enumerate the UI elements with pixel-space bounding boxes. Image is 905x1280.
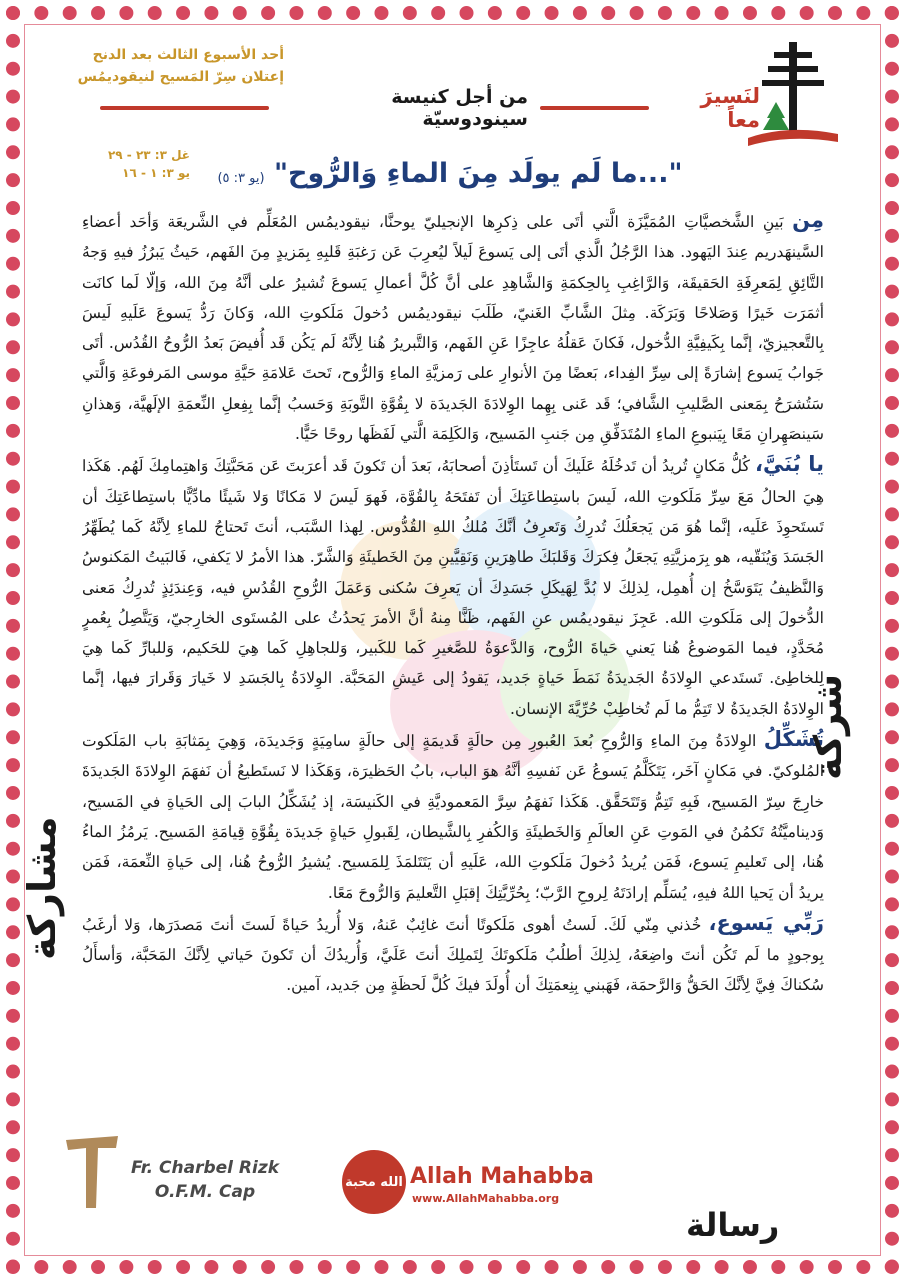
title-text: "...ما لَم يولَد مِنَ الماءِ وَالرُّوح" <box>273 158 683 189</box>
ref-line-1: غل ٣: ٢٣ - ٢٩ <box>107 148 190 162</box>
paragraph-text: كُلُّ مَكانٍ تُريدُ أن تَدخُلَهُ عَلَيكَ أن تَستَأذِنَ أصحابَهُ، بَعدَ أن تَكونَ قَد أعرَبتَ عَن مَحَبَّتِكَ وَاهتِمامِكَ لَهُم. هَكَذا هِيَ الحالُ مَعَ سِرِّ مَلَكوتِ الله، لَيسَ باستِطاعَتِكَ أن تَفتَحَهُ بِالقُوَّة، فَهوَ لَيسَ لا مَكانًا وَلا شَيئًا مادِّيًّا باستِطاعَتِكَ أن تَستَحوِذَ عَلَيه، إنَّما هُوَ مَن يَجعَلُكَ تُدرِكُ وَتَعرِفُ أنَّكَ مُلكُ اللهِ القُدُّوس. لِهذا السَّبَب، أنتَ تَحتاجُ للماءِ لِأنَّهُ كَما يُطَهِّرُ الجَسَدَ وَيُنَقّيه، هو بِرَمزيَّتِهِ يَجعَلُ فِكرَكَ وَقَلبَكَ طاهِرَينِ وَنَقِيَّينِ مِنَ الخَطيئَةِ وَالشَّرّ. هذا الأمرُ لا يَكفي، فَالبَيتُ المَكنوسُ وَالنَّظيفُ يَتَوَسَّخُ إن أُهمِل، لِذلِكَ لا بُدَّ لِهَيكَلِ جَسَدِكَ أن يَعرِفَ سُكنى وَعَمَلَ الرُّوحِ القُدُسِ فيه، وَعِندَئِذٍ تُدرِكُ مَعنى الدُّخولَ إلى مَلَكوتِ الله. عَجِزَ نيقوديمُس عنِ الفَهم، ظَنًّا مِنهُ أنَّ الأمرَ يَحدُثُ على المُستَوى الخارِجيّ، وَيَتَّصِلُ بِعُمرٍ مُحَدَّدٍ، فيما المَوضوعُ هُنا يَعني حَياةَ الرُّوح، وَالدَّعوَةُ للصَّغيرِ كَما للكَبير، وَللجاهِلِ كَما هِيَ للحَكيم، وَللبارِّ كَما هِيَ لِلخاطِئ. تَستَدعي الوِلادَةُ الجَديدَةُ نَمَطَ حَياةٍ جَديد، يَقودُ إلى عَيشِ المَحَبَّة. الوِلادَةُ بِالجَسَدِ لا خَيارَ وَقَرارَ فيها، إنَّما الوِلادَةُ الجَديدَةُ لا تَتِمُّ ما لَم تُخاطِبْ حُرِّيَّةَ الإنسان. <box>82 457 824 718</box>
tau-cross-logo <box>62 1132 122 1212</box>
tagline-left: لنَسيرَ معاً <box>700 84 760 132</box>
occasion <box>64 44 284 88</box>
cross-cedar-logo <box>748 38 838 148</box>
tagline-right: من أجل كنيسة سينودوسيّة <box>391 86 528 130</box>
side-label-left: مشاركة <box>20 816 64 960</box>
paragraph-4 <box>82 908 824 1001</box>
paragraph-lead: رَبِّي يَسوع، <box>708 910 824 935</box>
page-title <box>200 158 700 189</box>
side-label-right: شركة <box>806 673 850 780</box>
scripture-refs <box>80 146 190 182</box>
side-label-bottom: رسالة <box>686 1206 780 1244</box>
author-name: Fr. Charbel Rizk <box>130 1158 280 1178</box>
author <box>120 1156 290 1204</box>
site-url: www.AllahMahabba.org <box>412 1192 560 1205</box>
occasion-line-1: أحد الأسبوع الثالث بعد الدنح <box>92 47 284 63</box>
paragraph-3 <box>82 724 824 908</box>
paragraph-lead: يا بُنَيَّ، <box>755 452 824 477</box>
logo-text: الله محبة <box>345 1174 403 1190</box>
paragraph-1 <box>82 205 824 449</box>
article-body <box>82 205 824 1155</box>
tagline <box>100 84 760 132</box>
paragraph-text: الوِلادَةُ مِنَ الماءِ وَالرُّوحِ بُعدَ العُبورِ مِن حالَةٍ قَديمَةٍ إلى حالَةٍ سامِيَةٍ وَجَديدَة، وَهِيَ بِمَثابَةِ باب المَلَكوت المُلوكيّ. في مَكانٍ آخَر، يَتَكَلَّمُ يَسوعُ عَن نَفسِهِ أنَّهُ هوَ الباب، بابُ الحَظيرَة، وَهَكَذا لا نَستَطيعُ أن نَفهَمَ الوِلادَةَ الجَديدَةَ خارِجَ سِرّ المَسيح، فَبِهِ تَتِمُّ وَتَتَحَقَّق. هَكَذا نَفهَمُ سِرَّ المَعموديَّةِ في الكَنيسَة، إذ يُشَكِّلُ البابَ إلى الحَياةِ في المَسيح، وَديناميَّتُهُ تَكمُنُ في المَوتِ عَنِ العالَمِ وَالخَطيئَةِ وَالكُفرِ بِالشَّيطان، لِقَبولِ حَياةٍ جَديدَة بِقُوَّةِ قِيامَةِ المَسيح. يَرمُزُ الماءُ هُنا، إلى تَعليمِ يَسوع، فَمَن يُريدُ دُخولَ مَلَكوتِ الله، عَلَيهِ أن يَتَتَلمَذَ لِلمَسيح. يُشيرُ الرُّوحُ هُنا، إلى حَياةِ النِّعمَة، فَمَن يريدُ أن يَحيا اللهُ فيهِ، يُسَلِّم إرادَتَهُ لِروحِ الرَّبّ؛ بِحُرِّيَّتِكَ إقبَلِ التَّعليمَ وَالرُّوحَ مَعًا. <box>82 732 824 902</box>
paragraph-text: خُذني مِنّي لَكَ. لَستُ أهوى مَلَكوتًا أنتَ غائِبٌ عَنهُ، وَلا أُريدُ حَياةً لَستَ أنتَ مَصدَرَها، وَلا أرغَبُ بِوجودٍ ما لَم تَكُن أنتَ واضِعَهُ، لِذلِكَ أطلُبُ مَلَكوتَكَ لِتَملِكَ أنتَ عَلَيَّ، وَأُريدُكَ أن تَكونَ حَياتي لِأنَّكَ المَحَبَّة، وَأسأَلُ سُكناكَ فِيَّ لِأنَّكَ الحَقُّ وَالرَّحمَة، فَهَبني بِنِعمَتِكَ أن أُولَدَ فيكَ كُلَّ لَحظَةٍ مِن جَديد، آمين. <box>82 915 824 995</box>
ref-line-2: يو ٣: ١ - ١٦ <box>122 166 190 180</box>
paragraph-text: بَينِ الشَّخصيَّاتِ المُمَيَّزَة الَّتي أتَى على ذِكرِها الإنجيليّ يوحنَّا، نيقوديمُس المُعَلِّم في الشَّريعَة وَأحَد أعضاءِ السَّينهَدريم عِندَ اليَهود. هذا الرَّجُلُ الَّذي أتَى إلى يَسوعَ لَيلاً ليُعرِبَ عَن رَغبَةِ قَلبِهِ بِمَزيدٍ مِنَ الفَهم، حَيثُ يَبرُزُ فيهِ وَجهُ التَّائِقِ لِمَعرِفَةِ الحَقيقَة، وَالرَّاغِبِ بِالحِكمَةِ وَالشَّاهِدِ على أنَّ كُلَّ أعمالِ يَسوعَ تُشيرُ على أنَّهُ مِنَ الله، وَإلّا لَما كانَت أثمَرَت خَيرًا وَصَلاحًا وَبَرَكَة. مِثلَ الشَّابِّ الغَنيّ، طَلَبَ نيقوديمُس دُخولَ مَلَكوتِ الله، وَكانَ رَدُّ يَسوعَ عَلَيهِ لَيسَ بِالتَّعجيزيّ، إنَّما بِكَيفِيَّةِ الدُّخول، فَكانَ عَقلُهُ عاجِزًا عَنِ الفَهم، وَالتَّبريرُ هُنا لِأنَّهُ لَم يَكُن قَد أُفيضَ بَعدُ الرُّوحُ القُدُس. أتَى جَوابُ يَسوع إشارَةً إلى سِرِّ الفِداء، بَعضًا مِنَ الأنوارِ على رَمزيَّةِ الماءِ وَالرُّوح، تَحتَ عَلامَةِ حَيَّةِ موسى المَرفوعَةِ وَالَّتي سَتُشرَحُ بِمَعنى الصَّليبِ الشَّافي؛ قَد عَنى بِهِما الوِلادَةَ الجَديدَة لا بِقُوَّةِ التَّوبَةِ وَحَسبُ إنَّما بِفِعلِ النِّعمَةِ الإلَهيَّة، وَهذانِ سَينصَهِرانِ مَعًا بِيَنبوعِ الماءِ المُتَدَفِّقِ مِن جَنبِ المَسيح، وَالكَلِمَة الَّتي لَفَظَها روحًا حَيًّا. <box>82 213 824 444</box>
paragraph-2 <box>82 449 824 724</box>
tagline-divider <box>540 106 649 110</box>
occasion-line-2: إعتلان سِرّ المَسيح لنيقوديمُس <box>77 69 284 85</box>
author-order: O.F.M. Cap <box>154 1182 256 1202</box>
paragraph-lead: تُشَكِّلُ <box>763 727 824 752</box>
title-verse: (يو ٣: ٥) <box>217 171 265 186</box>
site-name: Allah Mahabba <box>410 1164 594 1189</box>
allah-mahabba-logo <box>342 1150 406 1214</box>
paragraph-lead: مِن <box>792 208 824 232</box>
tagline-line <box>100 106 269 110</box>
